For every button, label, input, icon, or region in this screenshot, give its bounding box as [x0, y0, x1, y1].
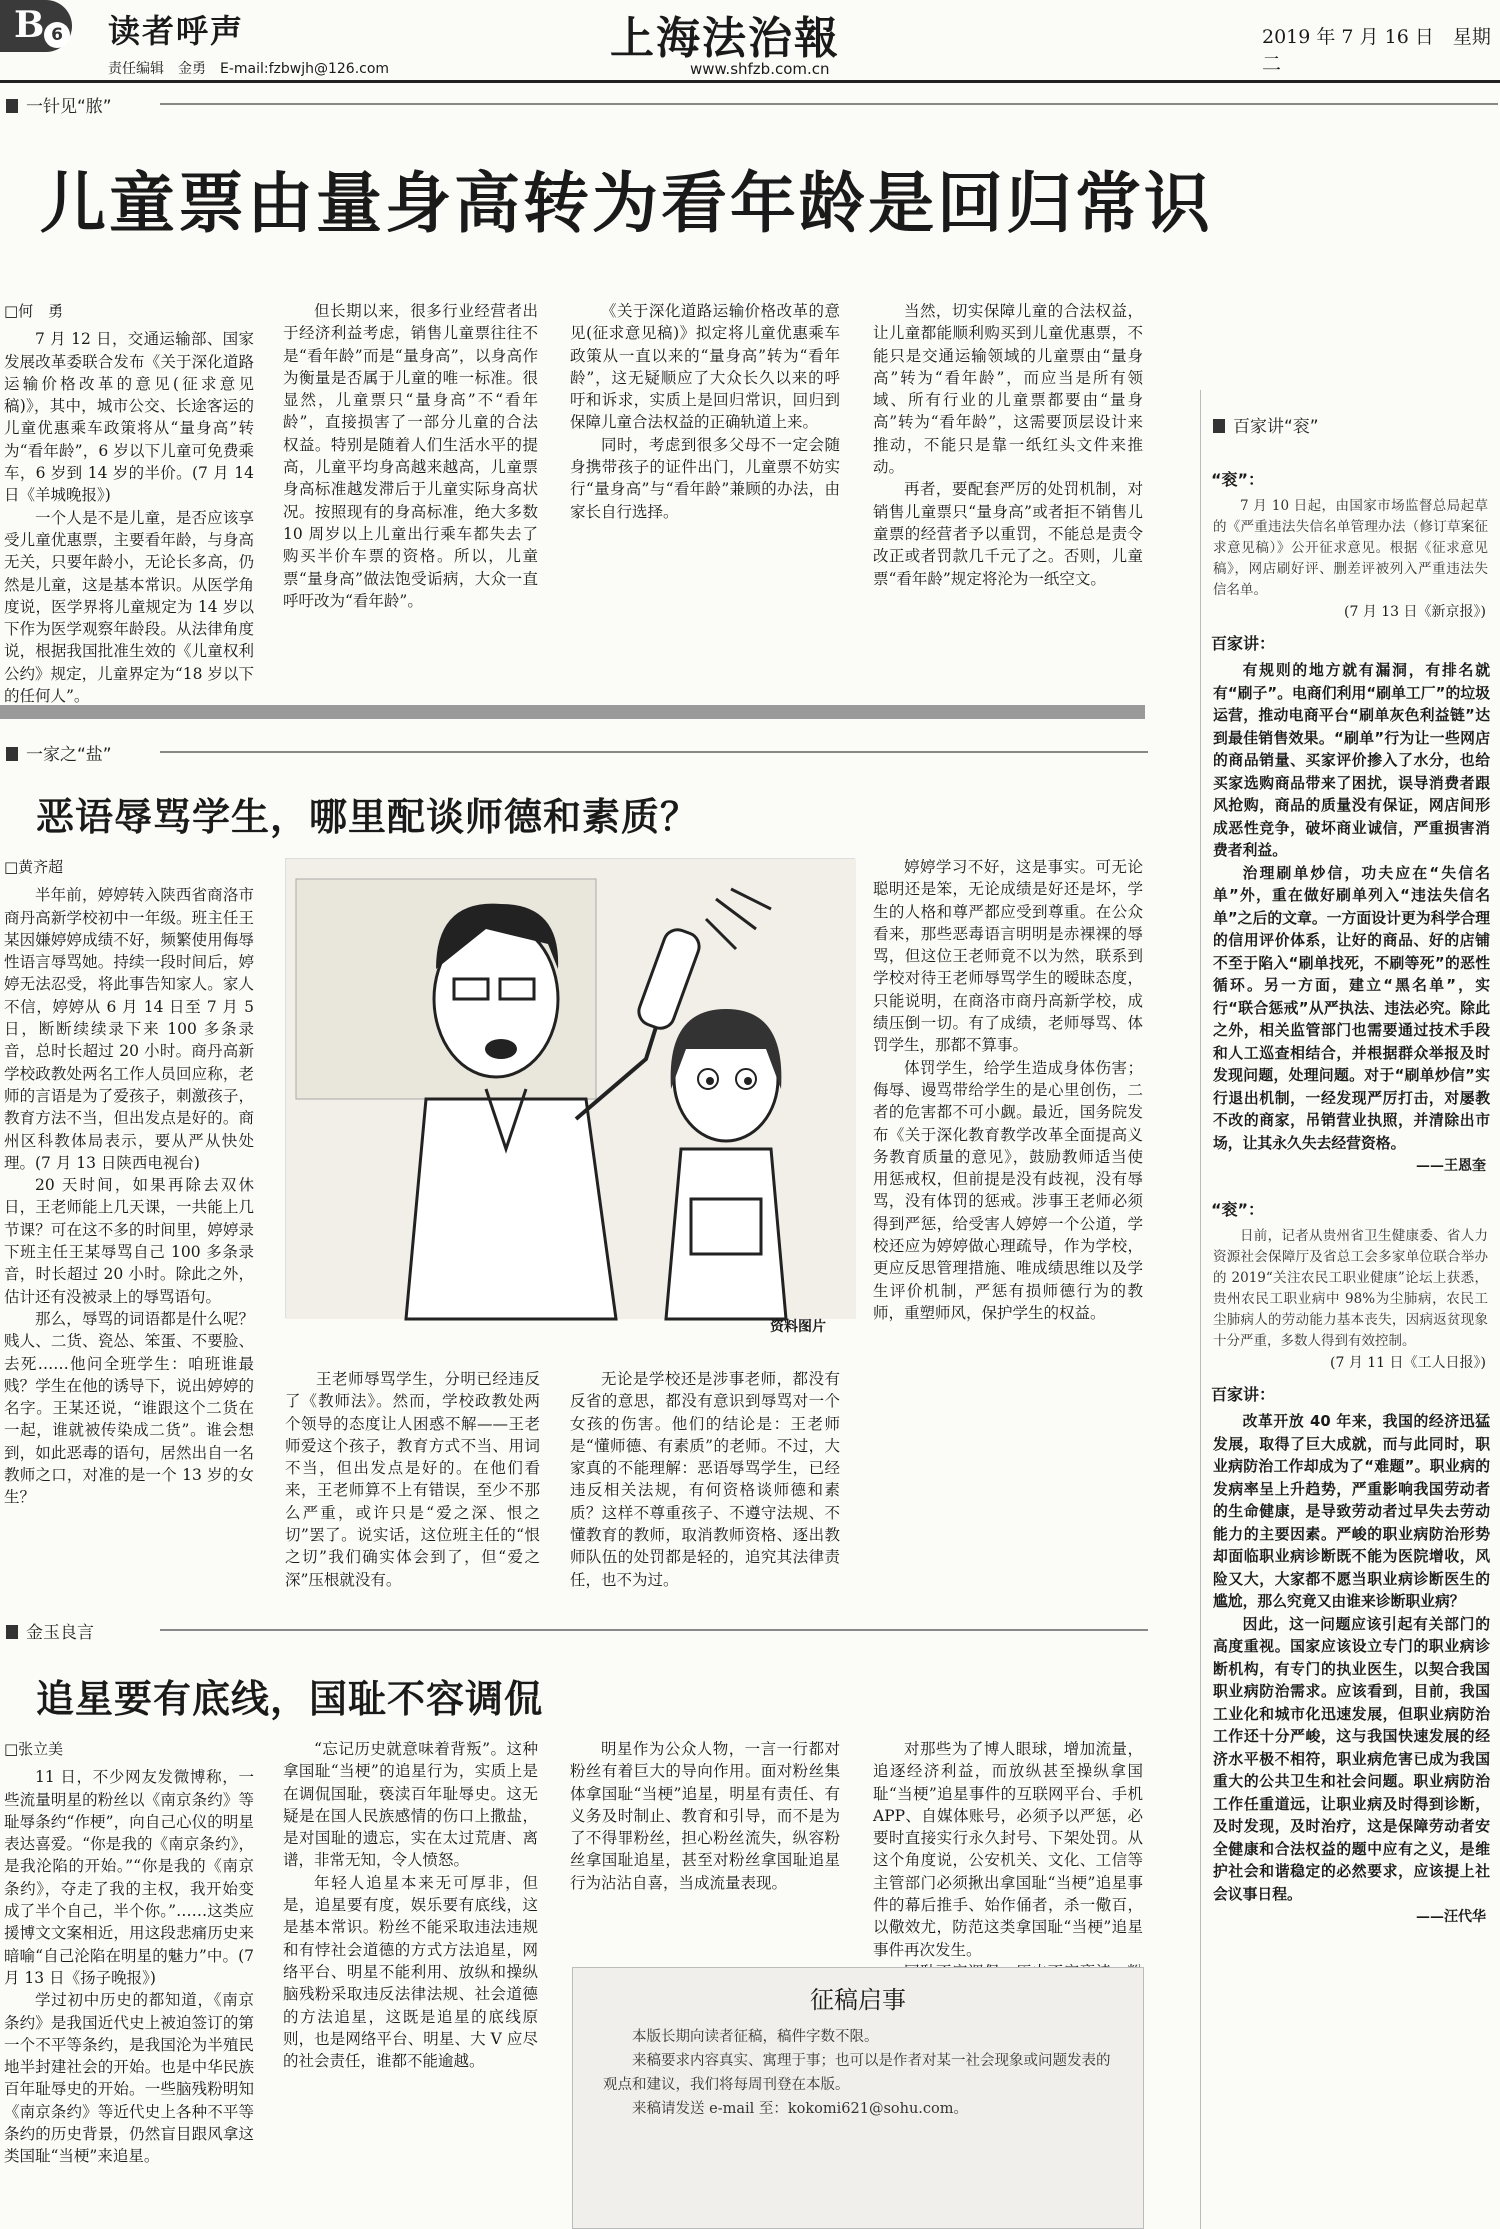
editor-line: 责任编辑 金勇 E-mail:fzbwjh@126.com: [108, 61, 390, 77]
illustration: [285, 858, 855, 1318]
issue-date: 2019 年 7 月 16 日 星期二: [1262, 26, 1491, 75]
article1-col2: [283, 300, 538, 675]
newspaper-logo: 上海法治報: [610, 13, 840, 64]
sidebar: [1200, 390, 1500, 2229]
paragraph: 当然，切实保障儿童的合法权益，让儿童都能顺利购买到儿童优惠票，不能只是交通运输领域的儿童票由“量身高”转为“看年龄”，而应当是所有领域、所有行业的儿童票都要由“量身高”转为“看年龄”，这需要顶层设计来推动，不能只是靠一纸红头文件来推动。: [873, 302, 1143, 477]
article2-col1: [4, 856, 254, 1581]
call-line: 本版长期向读者征稿，稿件字数不限。: [632, 2029, 879, 2045]
divider: [160, 751, 1148, 753]
article1-col1: [4, 300, 254, 706]
teacher-scolding-illustration: [286, 859, 856, 1319]
article3-col1: [4, 1738, 254, 2226]
section-title: 读者呼声: [108, 12, 245, 50]
website: www.shfzb.com.cn: [690, 60, 830, 78]
column-tag: 一家之“盐”: [6, 740, 112, 765]
article3-col4: [873, 1738, 1143, 1960]
article2-col2: [285, 1368, 540, 1589]
call-line: 来稿请发送 e-mail 至：kokomi621@sohu.com。: [632, 2101, 969, 2117]
paragraph: 学过初中历史的都知道，《南京条约》是我国近代史上被迫签订的第一个不平等条约，是我国沦为半殖民地半封建社会的开始。也是中华民族百年耻辱史的开始。一些脑残粉明知《南京条约》等近代史上各种不平等条约的历史背景，仍然盲目跟风拿这类国耻“当梗”来追星。: [4, 1991, 254, 2166]
headline: 恶语辱骂学生，哪里配谈师德和素质？: [36, 795, 700, 839]
headline: 追星要有底线，国耻不容调侃: [36, 1677, 544, 1721]
paragraph: 再者，要配套严厉的处罚机制，对销售儿童票只“量身高”或者拒不销售儿童票的经营者予以重罚，不能总是责令改正或者罚款几千元了之。否则，儿童票“看年龄”规定将沦为一纸空文。: [873, 480, 1143, 588]
article1-col3: [570, 300, 840, 675]
image-caption: 资料图片: [770, 1319, 826, 1335]
news-summary: [1201, 496, 1500, 601]
paragraph: 11 日，不少网友发微博称，一些流量明星的粉丝以《南京条约》等耻辱条约“作梗”，向自己心仪的明星表达喜爱。“你是我的《南京条约》，是我沦陷的开始。”“你是我的《南京条约》，夺走了我的主权，我开始变成了半个自己，半个你。”……这类应援博文文案相近，用这段悲痛历史来暗喻“自己沦陷在明星的魅力”中。(7 月 13 日《扬子晚报》): [4, 1768, 254, 1987]
paragraph: 20 天时间，如果再除去双休日，王老师能上几天课，一共能上几节课？可在这不多的时间里，婷婷录下班主任王某辱骂自己 100 多条录音，时长超过 20 小时。除此之外，估计还有没被录上的辱骂语句。: [4, 1176, 254, 1306]
byline: □黄齐超: [4, 858, 64, 876]
news-text: 日前，记者从贵州省卫生健康委、省人力资源社会保障厅及省总工会多家单位联合举办的 2019“关注农民工职业健康”论坛上获悉，贵州农民工职业病中 98%为尘肺病，农民工尘肺病人的劳动能力基本丧失，因病返贫现象十分严重，多数人得到有效控制。: [1213, 1228, 1488, 1349]
call-for-papers-title: 征稿启事: [810, 1986, 906, 2014]
page-letter: B: [14, 4, 45, 46]
article3-col2: [283, 1738, 538, 2226]
paragraph: 《关于深化道路运输价格改革的意见(征求意见稿)》拟定将儿童优惠乘车政策从一直以来的“量身高”转为“看年龄”，这无疑顺应了大众长久以来的呼吁和诉求，实质上是回归常识，回归到保障儿童合法权益的正确轨道上来。: [570, 302, 840, 432]
comment: [1201, 1411, 1500, 1906]
paragraph: “忘记历史就意味着背叛”。这种拿国耻“当梗”的追星行为，实质上是在调侃国耻，亵渎百年耻辱史。这无疑是在国人民族感情的伤口上撒盐，是对国耻的遗忘，实在太过荒唐、离谱，非常无知，令人愤怒。: [283, 1740, 538, 1870]
comment-paragraph: 有规则的地方就有漏洞，有排名就有“刷子”。电商们利用“刷单工厂”的垃圾运营，推动电商平台“刷单灰色利益链”达到最佳销售效果。“刷单”行为让一些网店的商品销量、买家评价掺入了水分，也给买家选购商品带来了困扰，误导消费者跟风抢购，商品的质量没有保证，网店间形成恶性竞争，破坏商业诚信，严重损害消费者利益。: [1213, 662, 1490, 859]
paragraph: 但长期以来，很多行业经营者出于经济利益考虑，销售儿童票往往不是“看年龄”而是“量身高”，以身高作为衡量是否属于儿童的唯一标准。很显然，儿童票只“量身高”不“看年龄”，直接损害了一部分儿童的合法权益。特别是随着人们生活水平的提高，儿童平均身高越来越高，儿童票身高标准越发滞后于儿童实际身高状况。按照现有的身高标准，绝大多数 10 周岁以上儿童出行乘车都失去了购买半价车票的资格。所以，儿童票“量身高”做法饱受诟病，大众一直呼吁改为“看年龄”。: [283, 302, 538, 610]
item-label: “衮”：: [1211, 470, 1265, 489]
headline: 儿童票由量身高转为看年龄是回归常识: [40, 165, 1213, 242]
signature: ——王恩奎: [1416, 1158, 1486, 1174]
comment-label: 百家讲：: [1211, 634, 1276, 653]
paragraph: 体罚学生，给学生造成身体伤害；侮辱、谩骂带给学生的是心里创伤，二者的危害都不可小觑。最近，国务院发布《关于深化教育教学改革全面提高义务教育质量的意见》，鼓励教师适当使用惩戒权，但前提是没有歧视，没有辱骂，没有体罚的惩戒。涉事王老师必须得到严惩，给受害人婷婷一个公道，学校还应为婷婷做心理疏导，作为学校，更应反思管理措施、唯成绩思维以及学生评价机制，严惩有损师德行为的教师，重塑师风，保护学生的权益。: [873, 1058, 1143, 1322]
paragraph: 无论是学校还是涉事老师，都没有反省的意思，都没有意识到辱骂对一个女孩的伤害。他们的结论是：王老师是“懂师德、有素质”的老师。不过，大家真的不能理解：恶语辱骂学生，已经违反相关法规，有何资格谈师德和素质？这样不尊重孩子、不遵守法规、不懂教育的教师，取消教师资格、逐出教师队伍的处罚都是轻的，追究其法律责任，也不为过。: [570, 1370, 840, 1589]
article2-col4: [873, 856, 1143, 1581]
column-tag: 一针见“脓”: [6, 92, 112, 117]
paragraph: 对那些为了博人眼球，增加流量，追逐经济利益，而放纵甚至操纵拿国耻“当梗”追星事件的互联网平台、手机 APP、自媒体账号，必须予以严惩，必要时直接实行永久封号、下架处罚。从这个角度说，公安机关、文化、工信等主管部门必须揪出拿国耻“当梗”追星事件的幕后推手、始作俑者，杀一儆百，以儆效尤，防范这类拿国耻“当梗”追星事件再次发生。: [873, 1740, 1143, 1959]
masthead-rule: [0, 80, 1500, 83]
section-bar: [0, 705, 1145, 719]
paragraph: 年轻人追星本来无可厚非，但是，追星要有度，娱乐要有底线，这是基本常识。粉丝不能采取违法违规和有悖社会道德的方式方法追星，网络平台、明星不能利用、放纵和操纵脑残粉采取违反法律法规、社会道德的方法追星，这既是追星的底线原则，也是网络平台、明星、大 V 应尽的社会责任，谁都不能逾越。: [283, 1873, 538, 2071]
paragraph: 一个人是不是儿童，是否应该享受儿童优惠票，主要看年龄，与身高无关，只要年龄小，无论长多高，仍然是儿童，这是基本常识。从医学角度说，医学界将儿童规定为 14 岁以下作为医学观察年龄段。从法律角度说，根据我国批准生效的《儿童权利公约》规定，儿童界定为“18 岁以下的任何人”。: [4, 508, 254, 706]
news-source: (7 月 13 日《新京报》): [1344, 604, 1486, 620]
paragraph: 半年前，婷婷转入陕西省商洛市商丹高新学校初中一年级。班主任王某因嫌婷婷成绩不好，频繁使用侮辱性语言辱骂她。持续一段时间后，婷婷无法忍受，将此事告知家人。家人不信，婷婷从 6 月 14 日至 7 月 5 日，断断续续录下来 100 多条录音，总时长超过 20 小时。商丹高新学校政教处两名工作人员回应称，老师的言语是为了爱孩子，刺激孩子，教育方法不当，但出发点是好的。商州区科教体局表示，要从严从快处理。(7 月 13 日陕西电视台): [4, 886, 254, 1172]
byline: □何 勇: [4, 302, 64, 320]
call-line: 来稿要求内容真实、寓理于事；也可以是作者对某一社会现象或问题发表的观点和建议，我们将每周刊登在本版。: [603, 2053, 1111, 2093]
paragraph: 明星作为公众人物，一言一行都对粉丝有着巨大的导向作用。面对粉丝集体拿国耻“当梗”追星，明星有责任、有义务及时制止、教育和引导，而不是为了不得罪粉丝，担心粉丝流失，纵容粉丝拿国耻追星，甚至对粉丝拿国耻追星行为沾沾自喜，当成流量表现。: [570, 1740, 840, 1892]
column-tag: 金玉良言: [6, 1618, 94, 1643]
comment-label: 百家讲：: [1211, 1385, 1276, 1404]
comment-paragraph: 改革开放 40 年来，我国的经济迅猛发展，取得了巨大成就，而与此同时，职业病防治工作却成为了“难题”。职业病的发病率呈上升趋势，严重影响我国劳动者的生命健康，是导致劳动者过早失去劳动能力的主要因素。严峻的职业病防治形势却面临职业病诊断既不能为医院增收，风险又大，大家都不愿当职业病诊断医生的尴尬，那么究竟又由谁来诊断职业病？: [1213, 1413, 1490, 1610]
byline: □张立美: [4, 1740, 64, 1758]
page-number: 6: [44, 22, 70, 48]
article1-col4: [873, 300, 1143, 675]
paragraph: 那么，辱骂的词语都是什么呢？贱人、二货、瓷怂、笨蛋、不要脸、去死……他问全班学生：咱班谁最贱？学生在他的诱导下，说出婷婷的名字。王某还说，“谁跟这个二货在一起，谁就被传染成二货”。谁会想到，如此恶毒的语句，居然出自一名教师之口，对准的是一个 13 岁的女生？: [4, 1309, 254, 1507]
divider: [160, 1629, 1148, 1631]
divider: [160, 103, 1498, 105]
news-summary: [1201, 1226, 1500, 1352]
column-tag: 百家讲“衮”: [1213, 412, 1500, 437]
news-source: (7 月 11 日《工人日报》): [1330, 1355, 1486, 1371]
comment-paragraph: 治理刷单炒信，功夫应在“失信名单”外，重在做好刷单列入“违法失信名单”之后的文章。一方面设计更为科学合理的信用评价体系，让好的商品、好的店铺不至于陷入“刷单找死，不刷等死”的恶性循环。另一方面，建立“黑名单”，实行“联合惩戒”从严执法、违法必究。除此之外，相关监管部门也需要通过技术手段和人工巡查相结合，并根据群众举报及时发现问题，处理问题。对于“刷单炒信”实行退出机制，一经发现严厉打击，对屡教不改的商家，吊销营业执照，并清除出市场，让其永久失去经营资格。: [1213, 864, 1490, 1152]
news-text: 7 月 10 日起，由国家市场监督总局起草的《严重违法失信名单管理办法（修订草案征求意见稿）》公开征求意见。根据《征求意见稿》，网店刷好评、删差评被列入严重违法失信名单。: [1213, 498, 1488, 598]
paragraph: 王老师辱骂学生，分明已经违反了《教师法》。然而，学校政教处两个领导的态度让人困惑不解——王老师爱这个孩子，教育方式不当、用词不当，但出发点是好的。在他们看来，王老师算不上有错误，至少不那么严重，或许只是“爱之深、恨之切”罢了。说实话，这位班主任的“恨之切”我们确实体会到了，但“爱之深”压根就没有。: [285, 1370, 540, 1589]
comment: [1201, 660, 1500, 1155]
signature: ——汪代华: [1416, 1909, 1486, 1925]
article2-col3: [570, 1368, 840, 1589]
page-badge: [0, 0, 72, 52]
paragraph: 7 月 12 日，交通运输部、国家发展改革委联合发布《关于深化道路运输价格改革的意见(征求意见稿)》，其中，城市公交、长途客运的儿童优惠乘车政策将从“量身高”转为“看年龄”，6 岁以下儿童可免费乘车，6 岁到 14 岁的半价。(7 月 14 日《羊城晚报》): [4, 330, 254, 505]
paragraph: 同时，考虑到很多父母不一定会随身携带孩子的证件出门，儿童票不妨实行“量身高”与“看年龄”兼顾的办法，由家长自行选择。: [570, 435, 840, 521]
comment-paragraph: 因此，这一问题应该引起有关部门的高度重视。国家应该设立专门的职业病诊断机构，有专门的执业医生，以契合我国职业病防治需求。应该看到，目前，我国工业化和城市化迅速发展，但职业病防治工作还十分严峻，这与我国快速发展的经济水平极不相符，职业病危害已成为我国重大的公共卫生和社会问题。职业病防治工作任重道远，让职业病及时得到诊断，及时发现，及时治疗，这是保障劳动者安全健康和合法权益的题中应有之义，是维护社会和谐稳定的必然要求，应该提上社会议事日程。: [1213, 1615, 1490, 1903]
call-for-papers-box: [572, 1967, 1144, 2229]
article3-col3: [570, 1738, 840, 1960]
paragraph: 婷婷学习不好，这是事实。可无论聪明还是笨，无论成绩是好还是坏，学生的人格和尊严都应受到尊重。在公众看来，那些恶毒语言明明是赤裸裸的辱骂，但这位王老师竟不以为然，联系到学校对待王老师辱骂学生的暧昧态度，只能说明，在商洛市商丹高新学校，成绩压倒一切。有了成绩，老师辱骂、体罚学生，那都不算事。: [873, 858, 1143, 1055]
item-label: “衮”：: [1211, 1200, 1265, 1219]
